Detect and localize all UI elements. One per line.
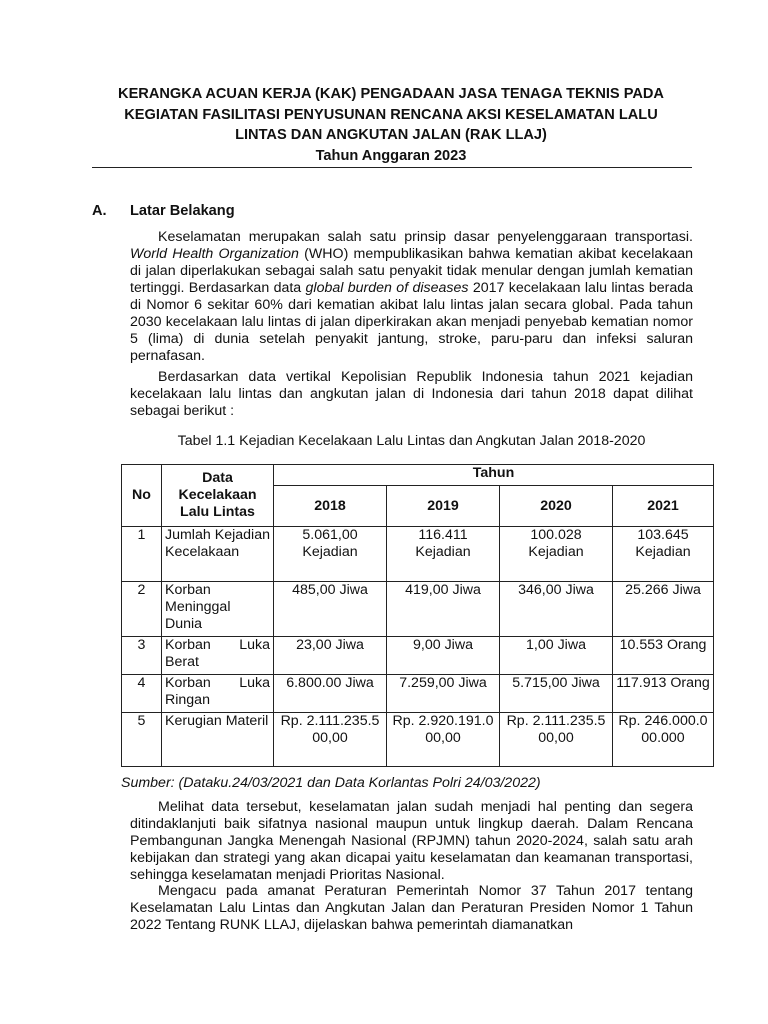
row-label: Korban Luka Ringan: [162, 675, 274, 713]
header-year-2021: 2021: [613, 486, 714, 527]
row-value-2019: 7.259,00 Jiwa: [387, 675, 500, 713]
row-value-2021: Rp. 246.000.000.000: [613, 713, 714, 767]
paragraph-1: [130, 229, 693, 365]
row-number: 4: [122, 675, 162, 713]
row-value-2019: Rp. 2.920.191.000,00: [387, 713, 500, 767]
paragraph-1-text-a: Keselamatan merupakan salah satu prinsip dasar penyelenggaraan transportasi.: [158, 229, 693, 245]
paragraph-4: Mengacu pada amanat Peraturan Pemerintah Nomor 37 Tahun 2017 tentang Keselamatan Lalu Lintas dan Angkutan Jalan dan Peraturan Presiden Nomor 1 Tahun 2022 Tentang RUNK LLAJ, dijelaskan bahwa pemerintah diamanatkan: [130, 883, 693, 933]
paragraph-1-gbd-italic: global burden of diseases: [305, 280, 469, 296]
table-row: [122, 713, 714, 767]
paragraph-1-text-c: 2017 kecelakaan lalu lintas berada di Nomor 6 sekitar 60% dari kematian akibat lalu lintas jalan secara global. Pada tahun 2030 kecelakaan lalu lintas di jalan diperkirakan akan menjadi penyebab kematian nomor 5 (lima) di dunia setelah penyakit jantung, stroke, paru-paru dan infeksi saluran pernafasan.: [130, 280, 694, 364]
header-year-2019: 2019: [387, 486, 500, 527]
table-row: [122, 527, 714, 582]
row-number: 1: [122, 527, 162, 582]
paragraph-3: Melihat data tersebut, keselamatan jalan sudah menjadi hal penting dan segera ditindaklanjuti baik sifatnya nasional maupun untuk lingkup daerah. Dalam Rencana Pembangunan Jangka Menengah Nasional (RPJMN) tahun 2020-2024, salah satu arah kebijakan dan strategi yang akan dicapai yaitu keselamatan dan keamanan transportasi, sehingga keselamatan menjadi Prioritas Nasional.: [130, 799, 693, 883]
title-line-2: KEGIATAN FASILITASI PENYUSUNAN RENCANA AKSI KESELAMATAN LALU: [124, 106, 658, 123]
header-year-2020: 2020: [500, 486, 613, 527]
header-tahun: Tahun: [274, 465, 714, 486]
row-value-2019: 116.411 Kejadian: [387, 527, 500, 582]
title-line-1: KERANGKA ACUAN KERJA (KAK) PENGADAAN JASA TENAGA TEKNIS PADA: [118, 86, 664, 102]
paragraph-2: Berdasarkan data vertikal Kepolisian Republik Indonesia tahun 2021 kejadian kecelakaan lalu lintas dan angkutan jalan di Indonesia dari tahun 2018 dapat dilihat sebagai berikut :: [130, 369, 693, 419]
row-value-2021: 117.913 Orang: [613, 675, 714, 713]
row-number: 3: [122, 637, 162, 675]
title-line-3: LINTAS DAN ANGKUTAN JALAN (RAK LLAJ): [235, 127, 547, 143]
row-value-2019: 419,00 Jiwa: [387, 582, 500, 637]
table-row: [122, 637, 714, 675]
title-line-year: Tahun Anggaran 2023: [315, 147, 467, 164]
row-value-2018: 23,00 Jiwa: [274, 637, 387, 675]
section-title: Latar Belakang: [130, 203, 235, 219]
paragraph-1-who-italic: World Health Organization: [130, 246, 299, 262]
table-caption: Tabel 1.1 Kejadian Kecelakaan Lalu Lintas dan Angkutan Jalan 2018-2020: [177, 433, 646, 449]
row-value-2021: 10.553 Orang: [613, 637, 714, 675]
row-value-2020: 1,00 Jiwa: [500, 637, 613, 675]
row-number: 5: [122, 713, 162, 767]
row-value-2020: 5.715,00 Jiwa: [500, 675, 613, 713]
row-label: Jumlah Kejadian Kecelakaan: [162, 527, 274, 582]
paragraph-1-text-b: (WHO) mempublikasikan bahwa kematian akibat kecelakaan di jalan diperlakukan sebagai salah satu penyakit tidak menular dengan jumlah kematian tertinggi. Berdasarkan data: [130, 246, 694, 296]
header-year-2018: 2018: [274, 486, 387, 527]
header-data: Data Kecelakaan Lalu Lintas: [162, 465, 274, 527]
row-value-2018: Rp. 2.111.235.500,00: [274, 713, 387, 767]
row-value-2021: 103.645 Kejadian: [613, 527, 714, 582]
row-value-2018: 6.800.00 Jiwa: [274, 675, 387, 713]
row-value-2020: 100.028 Kejadian: [500, 527, 613, 582]
table-row: [122, 582, 714, 637]
row-value-2018: 5.061,00 Kejadian: [274, 527, 387, 582]
table-header-row: [122, 465, 714, 486]
row-label: Kerugian Materil: [162, 713, 274, 767]
accident-table: [121, 464, 714, 767]
header-no: No: [122, 465, 162, 527]
document-title: [90, 84, 692, 166]
row-label: Korban Meninggal Dunia: [162, 582, 274, 637]
row-value-2021: 25.266 Jiwa: [613, 582, 714, 637]
title-divider: [92, 167, 692, 168]
row-value-2018: 485,00 Jiwa: [274, 582, 387, 637]
table-source: Sumber: (Dataku.24/03/2021 dan Data Korlantas Polri 24/03/2022): [121, 775, 541, 791]
table-row: [122, 675, 714, 713]
row-number: 2: [122, 582, 162, 637]
row-value-2019: 9,00 Jiwa: [387, 637, 500, 675]
row-label: Korban Luka Berat: [162, 637, 274, 675]
row-value-2020: Rp. 2.111.235.500,00: [500, 713, 613, 767]
section-number: A.: [92, 203, 107, 219]
row-value-2020: 346,00 Jiwa: [500, 582, 613, 637]
